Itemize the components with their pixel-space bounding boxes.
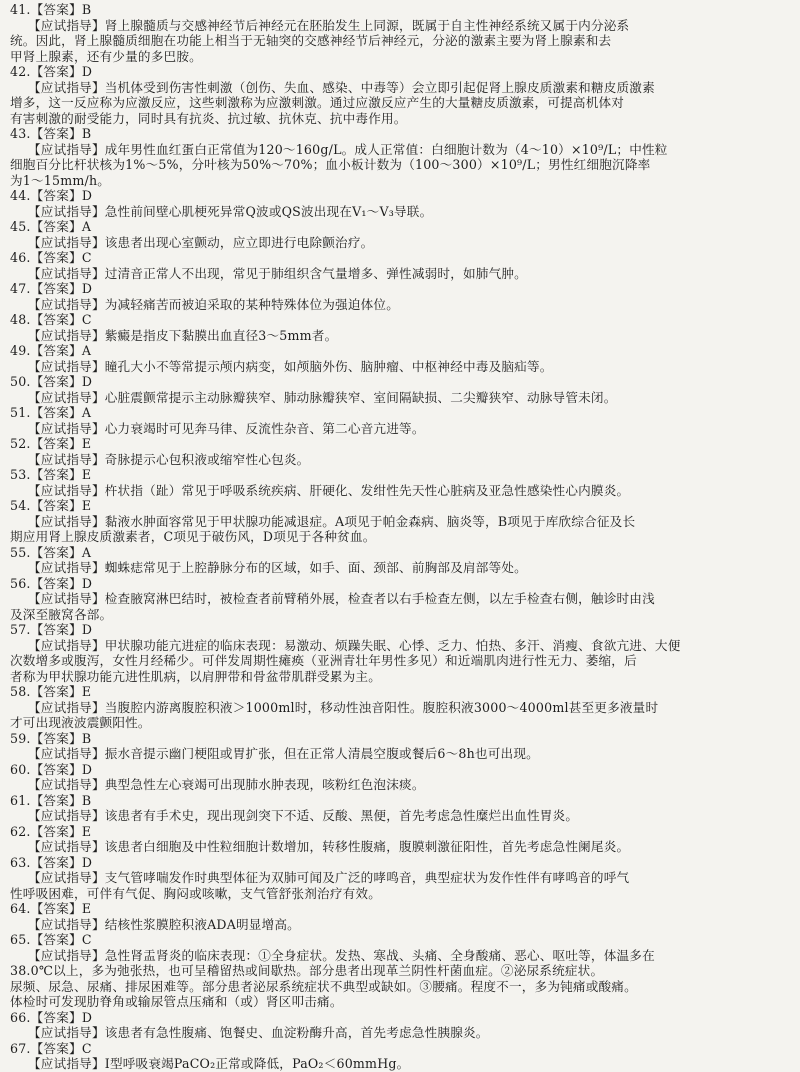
- guide-line: [10, 700, 788, 716]
- answer-entry: [10, 467, 788, 498]
- guide-text: 瞳孔大小不等常提示颅内病变，如颅脑外伤、脑肿瘤、中枢神经中毒及脑疝等。: [104, 358, 553, 374]
- guide-line: [10, 607, 788, 623]
- answer-value: D: [81, 188, 93, 203]
- answer-label: 【答案】: [30, 1040, 82, 1056]
- answer-entry: [10, 250, 788, 281]
- guide-text: 黏液水肿面容常见于甲状腺功能减退症。A项见于帕金森病、脑炎等，B项见于库欣综合征及长: [104, 513, 636, 529]
- answer-value: D: [81, 761, 93, 777]
- answer-value: D: [81, 1009, 93, 1025]
- answer-value: C: [81, 312, 92, 327]
- guide-text: 性呼吸困难，可伴有气促、胸闷或咳嗽，支气管舒张剂治疗有效。: [10, 885, 382, 901]
- guide-text: 成年男性血红蛋白正常值为120～160g/L。成人正常值：白细胞计数为（4～10）×10⁹/L；中性粒: [104, 141, 668, 157]
- answer-label: 【答案】: [30, 405, 82, 420]
- guide-line: [10, 963, 788, 979]
- guide-label: 【应试指导】: [28, 916, 105, 932]
- guide-text: 为减轻痛苦而被迫采取的某种特殊体位为强迫体位。: [104, 296, 400, 312]
- question-number: 51.: [10, 405, 31, 420]
- answer-label: 【答案】: [30, 64, 82, 79]
- question-number: 59.: [10, 730, 31, 746]
- guide-line: [10, 421, 788, 437]
- guide-text: 奇脉提示心包积液或缩窄性心包炎。: [104, 451, 310, 467]
- guide-text: 急性前间壁心肌梗死异常Q波或QS波出现在V₁～V₃导联。: [104, 203, 433, 219]
- guide-label: 【应试指导】: [28, 296, 105, 312]
- guide-text: 杵状指（趾）常见于呼吸系统疾病、肝硬化、发绀性先天性心脏病及亚急性感染性心内膜炎。: [104, 482, 630, 498]
- answer-entry: [10, 855, 788, 902]
- guide-label: 【应试指导】: [28, 560, 105, 575]
- answer-entry: [10, 312, 788, 343]
- guide-text: 振水音提示幽门梗阻或胃扩张，但在正常人清晨空腹或餐后6～8h也可出现。: [104, 746, 539, 761]
- guide-text: 者称为甲状腺功能亢进性肌病，以肩胛带和骨盆带肌群受累为主。: [10, 668, 382, 684]
- answer-value: E: [81, 498, 92, 513]
- guide-label: 【应试指导】: [28, 699, 105, 715]
- guide-label: 【应试指导】: [28, 141, 105, 157]
- guide-text: 当腹腔内游离腹腔积液＞1000ml时，移动性浊音阳性。腹腔积液3000～4000ml甚至更多液量时: [104, 699, 659, 715]
- answer-value: B: [81, 2, 92, 17]
- guide-line: [10, 328, 788, 344]
- guide-line: [10, 1056, 788, 1072]
- answer-line: [10, 64, 788, 80]
- guide-label: 【应试指导】: [28, 839, 105, 854]
- guide-label: 【应试指导】: [28, 420, 105, 436]
- answer-line: [10, 901, 788, 917]
- guide-label: 【应试指导】: [28, 358, 105, 374]
- question-number: 58.: [10, 684, 31, 699]
- answer-entry: [10, 281, 788, 312]
- answer-value: B: [81, 730, 92, 746]
- answer-line: [10, 731, 788, 747]
- guide-text: 甲肾上腺素，还有少量的多巴胺。: [10, 48, 202, 64]
- answer-value: B: [81, 126, 92, 141]
- answer-value: E: [81, 436, 92, 451]
- answer-entry: [10, 2, 788, 64]
- answer-label: 【答案】: [30, 498, 82, 513]
- guide-line: [10, 979, 788, 995]
- answer-label: 【答案】: [30, 1009, 82, 1025]
- answer-entry: [10, 932, 788, 1010]
- question-number: 55.: [10, 544, 31, 560]
- guide-label: 【应试指导】: [28, 1025, 105, 1040]
- answer-value: A: [81, 343, 92, 358]
- guide-line: [10, 18, 788, 34]
- answer-line: [10, 1010, 788, 1026]
- question-number: 45.: [10, 219, 31, 234]
- guide-line: [10, 204, 788, 220]
- guide-label: 【应试指导】: [28, 17, 105, 33]
- answer-value: E: [81, 901, 92, 916]
- guide-text: 紫癜是指皮下黏膜出血直径3～5mm者。: [104, 327, 338, 343]
- answer-label: 【答案】: [30, 219, 82, 234]
- answer-value: B: [81, 792, 92, 808]
- guide-line: [10, 715, 788, 731]
- guide-line: [10, 390, 788, 406]
- question-number: 52.: [10, 436, 31, 451]
- guide-line: [10, 808, 788, 824]
- answer-label: 【答案】: [30, 544, 82, 560]
- answer-label: 【答案】: [30, 854, 82, 870]
- guide-line: [10, 591, 788, 607]
- answer-value: A: [81, 219, 92, 234]
- answer-label: 【答案】: [30, 761, 82, 777]
- answer-label: 【答案】: [30, 312, 82, 327]
- answer-value: D: [81, 622, 93, 637]
- question-number: 41.: [10, 2, 31, 17]
- answer-line: [10, 436, 788, 452]
- answer-value: A: [81, 544, 92, 560]
- guide-line: [10, 483, 788, 499]
- guide-line: [10, 142, 788, 158]
- answer-value: A: [81, 405, 92, 420]
- answer-line: [10, 684, 788, 700]
- answer-label: 【答案】: [30, 188, 82, 203]
- guide-text: 有害刺激的耐受能力，同时具有抗炎、抗过敏、抗休克、抗中毒作用。: [10, 110, 407, 126]
- guide-line: [10, 157, 788, 173]
- answer-line: [10, 762, 788, 778]
- guide-label: 【应试指导】: [28, 265, 105, 281]
- answer-entry: [10, 343, 788, 374]
- answer-value: D: [81, 281, 93, 296]
- question-number: 50.: [10, 374, 31, 389]
- answer-value: C: [81, 250, 92, 265]
- question-number: 62.: [10, 823, 31, 839]
- answer-entry: [10, 622, 788, 684]
- question-number: 47.: [10, 281, 31, 296]
- answer-label: 【答案】: [30, 622, 82, 637]
- guide-text: 该患者白细胞及中性粒细胞计数增加，转移性腹痛，腹膜刺激征阳性，首先考虑急性阑尾炎。: [104, 839, 630, 854]
- answer-label: 【答案】: [30, 436, 82, 451]
- answer-entry: [10, 436, 788, 467]
- guide-text: 蜘蛛痣常见于上腔静脉分布的区域，如手、面、颈部、前胸部及肩部等处。: [104, 560, 527, 575]
- guide-label: 【应试指导】: [28, 327, 105, 343]
- guide-label: 【应试指导】: [28, 591, 105, 606]
- question-number: 65.: [10, 932, 31, 947]
- guide-text: 过清音正常人不出现，常见于肺组织含气量增多、弹性减弱时，如肺气肿。: [104, 265, 527, 281]
- question-number: 48.: [10, 312, 31, 327]
- guide-line: [10, 95, 788, 111]
- guide-line: [10, 917, 788, 933]
- answer-line: [10, 281, 788, 297]
- guide-line: [10, 948, 788, 964]
- answer-line: [10, 1041, 788, 1057]
- question-number: 64.: [10, 901, 31, 916]
- guide-label: 【应试指导】: [28, 234, 105, 250]
- guide-line: [10, 994, 788, 1010]
- answer-entry: [10, 762, 788, 793]
- answer-line: [10, 545, 788, 561]
- guide-label: 【应试指导】: [28, 808, 105, 823]
- answer-line: [10, 467, 788, 483]
- guide-line: [10, 266, 788, 282]
- question-number: 53.: [10, 467, 31, 482]
- guide-text: 该患者出现心室颤动，应立即进行电除颤治疗。: [104, 234, 374, 250]
- guide-label: 【应试指导】: [28, 637, 105, 653]
- guide-line: [10, 777, 788, 793]
- guide-label: 【应试指导】: [28, 870, 105, 885]
- guide-line: [10, 111, 788, 127]
- guide-line: [10, 638, 788, 654]
- answer-line: [10, 2, 788, 18]
- question-number: 67.: [10, 1040, 31, 1056]
- answer-label: 【答案】: [30, 901, 82, 916]
- answer-entry: [10, 576, 788, 623]
- answer-line: [10, 498, 788, 514]
- guide-line: [10, 80, 788, 96]
- answer-label: 【答案】: [30, 932, 82, 947]
- question-number: 60.: [10, 761, 31, 777]
- guide-text: 检查腋窝淋巴结时，被检查者前臂稍外展，检查者以右手检查左侧，以左手检查右侧，触诊时由浅: [104, 591, 655, 606]
- guide-text: 心力衰竭时可见奔马律、反流性杂音、第二心音亢进等。: [104, 420, 425, 436]
- guide-label: 【应试指导】: [28, 389, 105, 405]
- answer-label: 【答案】: [30, 126, 82, 141]
- answer-line: [10, 343, 788, 359]
- answer-line: [10, 188, 788, 204]
- answer-entry: [10, 545, 788, 576]
- answer-line: [10, 576, 788, 592]
- guide-text: 甲状腺功能亢进症的临床表现：易激动、烦躁失眠、心悸、乏力、怕热、多汗、消瘦、食欲亢进、大便: [104, 637, 681, 653]
- guide-text: 增多，这一反应称为应激反应，这些刺激称为应激刺激。通过应激反应产生的大量糖皮质激素，可提高机体对: [10, 95, 625, 110]
- guide-label: 【应试指导】: [28, 777, 105, 792]
- answer-value: C: [81, 1040, 92, 1056]
- guide-text: 肾上腺髓质与交感神经节后神经元在胚胎发生上同源，既属于自主性神经系统又属于内分泌系: [104, 17, 630, 33]
- question-number: 44.: [10, 188, 31, 203]
- guide-text: 心脏震颤常提示主动脉瓣狭窄、肺动脉瓣狭窄、室间隔缺损、二尖瓣狭窄、动脉导管未闭。: [104, 389, 617, 405]
- guide-label: 【应试指导】: [28, 482, 105, 498]
- question-number: 57.: [10, 622, 31, 637]
- answer-label: 【答案】: [30, 467, 82, 482]
- answer-line: [10, 219, 788, 235]
- guide-line: [10, 839, 788, 855]
- guide-label: 【应试指导】: [28, 746, 105, 761]
- answer-entry: [10, 731, 788, 762]
- guide-line: [10, 560, 788, 576]
- guide-label: 【应试指导】: [28, 451, 105, 467]
- answer-value: D: [81, 374, 93, 389]
- answer-value: D: [81, 64, 93, 79]
- answer-label: 【答案】: [30, 730, 82, 746]
- guide-text: 该患者有手术史，现出现剑突下不适、反酸、黑便，首先考虑急性糜烂出血性胃炎。: [104, 808, 579, 823]
- answer-line: [10, 405, 788, 421]
- guide-text: 细胞百分比杆状核为1%～5%，分叶核为50%～70%；血小板计数为（100～300）×10⁹/L；男性红细胞沉降率: [10, 157, 651, 172]
- guide-line: [10, 514, 788, 530]
- answer-label: 【答案】: [30, 575, 82, 591]
- guide-line: [10, 669, 788, 685]
- answer-entry: [10, 1010, 788, 1041]
- guide-text: 尿频、尿急、尿痛、排尿困难等。部分患者泌尿系统症状不典型或缺如。③腰痛。程度不一，多为钝痛或酸痛。: [10, 978, 637, 994]
- answer-label: 【答案】: [30, 281, 82, 296]
- answer-entry: [10, 793, 788, 824]
- answer-line: [10, 250, 788, 266]
- question-number: 54.: [10, 498, 31, 513]
- answer-label: 【答案】: [30, 343, 82, 358]
- answer-line: [10, 312, 788, 328]
- answer-value: D: [81, 575, 93, 591]
- guide-text: 结核性浆膜腔积液ADA明显增高。: [104, 916, 300, 932]
- guide-text: 典型急性左心衰竭可出现肺水肿表现，咳粉红色泡沫痰。: [104, 777, 425, 792]
- guide-text: Ⅰ型呼吸衰竭PaCO₂正常或降低，PaO₂＜60mmHg。: [104, 1056, 410, 1071]
- guide-line: [10, 452, 788, 468]
- answer-entry: [10, 188, 788, 219]
- answer-entry: [10, 684, 788, 731]
- guide-line: [10, 746, 788, 762]
- answer-line: [10, 824, 788, 840]
- answer-line: [10, 374, 788, 390]
- answer-line: [10, 855, 788, 871]
- answer-label: 【答案】: [30, 684, 82, 699]
- question-number: 63.: [10, 854, 31, 870]
- guide-line: [10, 49, 788, 65]
- answer-line: [10, 126, 788, 142]
- answer-value: E: [81, 467, 92, 482]
- answer-value: E: [81, 823, 92, 839]
- guide-label: 【应试指导】: [28, 947, 105, 963]
- guide-line: [10, 529, 788, 545]
- guide-text: 及深至腋窝各部。: [10, 606, 113, 622]
- guide-line: [10, 653, 788, 669]
- guide-text: 统。因此，肾上腺髓质细胞在功能上相当于无轴突的交感神经节后神经元，分泌的激素主要为肾上腺素和去: [10, 33, 612, 48]
- guide-label: 【应试指导】: [28, 203, 105, 219]
- guide-line: [10, 297, 788, 313]
- guide-line: [10, 870, 788, 886]
- question-number: 61.: [10, 792, 31, 808]
- answer-value: C: [81, 932, 92, 947]
- answer-label: 【答案】: [30, 2, 82, 17]
- question-number: 56.: [10, 575, 31, 591]
- answer-entry: [10, 374, 788, 405]
- guide-text: 38.0℃以上，多为弛张热，也可呈稽留热或间歇热。部分患者出现革兰阴性杆菌血症。②泌尿系统症状。: [10, 963, 604, 978]
- answer-label: 【答案】: [30, 823, 82, 839]
- answer-entry: [10, 219, 788, 250]
- answer-value: E: [81, 684, 92, 699]
- guide-line: [10, 173, 788, 189]
- answer-entry: [10, 64, 788, 126]
- guide-line: [10, 359, 788, 375]
- answer-entry: [10, 901, 788, 932]
- guide-text: 该患者有急性腹痛、饱餐史、血淀粉酶升高，首先考虑急性胰腺炎。: [104, 1025, 489, 1040]
- answer-line: [10, 622, 788, 638]
- answer-line: [10, 932, 788, 948]
- guide-text: 为1～15mm/h。: [10, 172, 111, 188]
- answer-label: 【答案】: [30, 250, 82, 265]
- answer-label: 【答案】: [30, 374, 82, 389]
- guide-line: [10, 886, 788, 902]
- guide-text: 才可出现液波震颤阳性。: [10, 715, 151, 730]
- guide-line: [10, 33, 788, 49]
- guide-label: 【应试指导】: [28, 1056, 105, 1071]
- question-number: 43.: [10, 126, 31, 141]
- answer-entry: [10, 1041, 788, 1072]
- guide-line: [10, 235, 788, 251]
- question-number: 46.: [10, 250, 31, 265]
- answer-entry: [10, 126, 788, 188]
- answer-entry: [10, 405, 788, 436]
- question-number: 66.: [10, 1009, 31, 1025]
- guide-label: 【应试指导】: [28, 513, 105, 529]
- answer-label: 【答案】: [30, 792, 82, 808]
- guide-text: 次数增多或腹泻，女性月经稀少。可伴发周期性瘫痪（亚洲青壮年男性多见）和近端肌肉进行性无力、萎缩，后: [10, 653, 637, 668]
- question-number: 42.: [10, 64, 31, 79]
- answer-line: [10, 793, 788, 809]
- guide-text: 急性肾盂肾炎的临床表现：①全身症状。发热、寒战、头痛、全身酸痛、恶心、呕吐等，体温多在: [104, 947, 655, 963]
- guide-label: 【应试指导】: [28, 79, 105, 95]
- answer-entry: [10, 498, 788, 545]
- guide-text: 期应用肾上腺皮质激素者，C项见于破伤风，D项见于各种贫血。: [10, 529, 376, 544]
- guide-text: 体检时可发现肋脊角或输尿管点压痛和（或）肾区叩击痛。: [10, 994, 343, 1009]
- guide-text: 支气管哮喘发作时典型体征为双肺可闻及广泛的哮鸣音，典型症状为发作性伴有哮鸣音的呼气: [104, 870, 630, 885]
- answer-entry: [10, 824, 788, 855]
- answer-value: D: [81, 854, 93, 870]
- question-number: 49.: [10, 343, 31, 358]
- guide-text: 当机体受到伤害性刺激（创伤、失血、感染、中毒等）会立即引起促肾上腺皮质激素和糖皮质激素: [104, 79, 655, 95]
